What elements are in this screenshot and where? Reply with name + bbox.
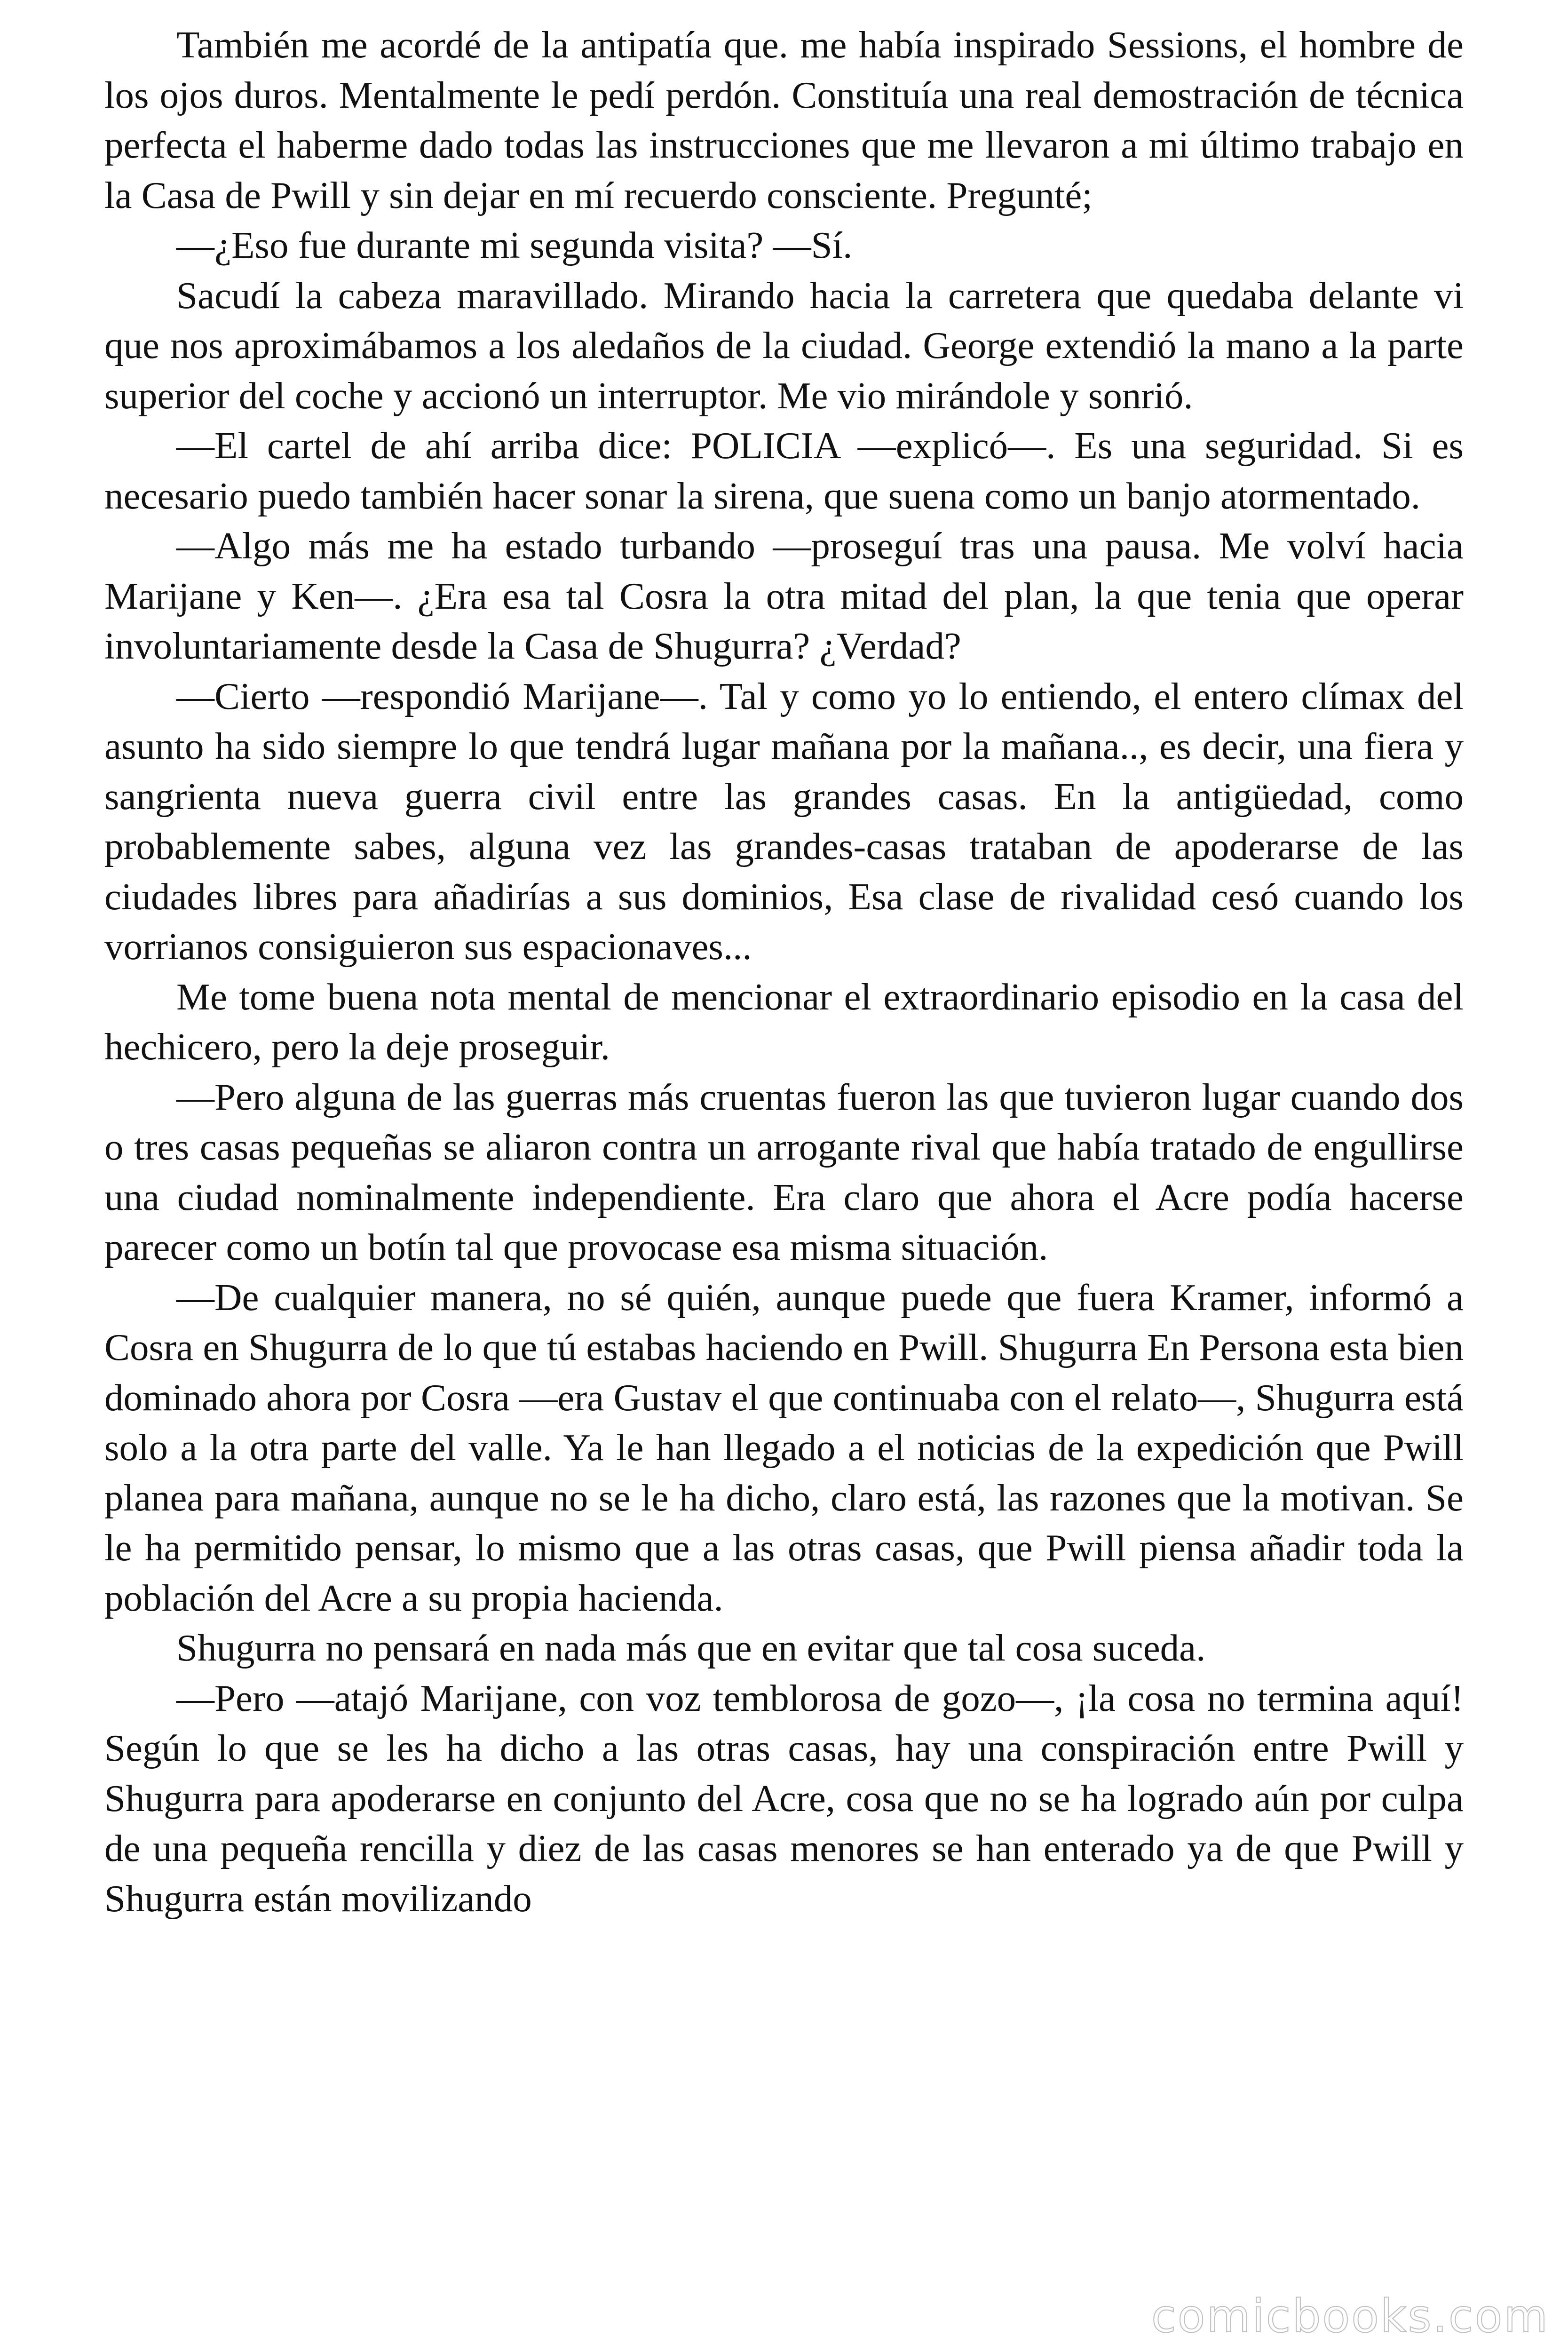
paragraph: —Pero —atajó Marijane, con voz temblorosa de gozo—, ¡la cosa no termina aquí! Según lo que se les ha dicho a las otras casas, hay una conspiración entre Pwill y Shugurra para apoderarse en conjunto del Acre, cosa que no se ha logrado aún por culpa de una pequeña rencilla y diez de las casas menores se han enterado ya de que Pwill y Shugurra están movilizando xyxy=(104,1677,1464,1920)
watermark-logo: comicbooks.com xyxy=(1151,2290,1549,2343)
paragraph: Me tome buena nota mental de mencionar el extraordinario episodio en la casa del hechicero, pero la deje proseguir. xyxy=(104,975,1464,1068)
paragraph: —De cualquier manera, no sé quién, aunque puede que fuera Kramer, informó a Cosra en Shugurra de lo que tú estabas haciendo en Pwill. Shugurra En Persona esta bien dominado ahora por Cosra —era Gustav el que continuaba con el relato—, Shugurra está solo a la otra parte del valle. Ya le han llegado a el noticias de la expedición que Pwill planea para mañana, aunque no se le ha dicho, claro está, las razones que la motivan. Se le ha permitido pensar, lo mismo que a las otras casas, que Pwill piensa añadir toda la población del Acre a su propia hacienda. xyxy=(104,1276,1464,1619)
book-page-text xyxy=(104,20,1464,1923)
paragraph: —¿Eso fue durante mi segunda visita? —Sí. xyxy=(176,224,853,266)
paragraph: —Cierto —respondió Marijane—. Tal y como yo lo entiendo, el entero clímax del asunto ha sido siempre lo que tendrá lugar mañana por la mañana.., es decir, una fiera y sangrienta nueva guerra civil entre las grandes casas. En la antigüedad, como probablemente sabes, alguna vez las grandes-casas trataban de apoderarse de las ciudades libres para añadirías a sus dominios, Esa clase de rivalidad cesó cuando los vorrianos consiguieron sus espacionaves... xyxy=(104,675,1464,968)
paragraph: Sacudí la cabeza maravillado. Mirando hacia la carretera que quedaba delante vi que nos aproximábamos a los aledaños de la ciudad. George extendió la mano a la parte superior del coche y accionó un interruptor. Me vio mirándole y sonrió. xyxy=(104,274,1464,417)
paragraph: Shugurra no pensará en nada más que en evitar que tal cosa suceda. xyxy=(176,1627,1206,1669)
paragraph: —Algo más me ha estado turbando —proseguí tras una pausa. Me volví hacia Marijane y Ken—. ¿Era esa tal Cosra la otra mitad del plan, la que tenia que operar involuntariamente desde la Casa de Shugurra? ¿Verdad? xyxy=(104,524,1464,667)
paragraph: —Pero alguna de las guerras más cruentas fueron las que tuvieron lugar cuando dos o tres casas pequeñas se aliaron contra un arrogante rival que había tratado de engullirse una ciudad nominalmente independiente. Era claro que ahora el Acre podía hacerse parecer como un botín tal que provocase esa misma situación. xyxy=(104,1075,1464,1268)
paragraph: —El cartel de ahí arriba dice: POLICIA —explicó—. Es una seguridad. Si es necesario puedo también hacer sonar la sirena, que suena como un banjo atormentado. xyxy=(104,424,1464,517)
paragraph: También me acordé de la antipatía que. me había inspirado Sessions, el hombre de los ojos duros. Mentalmente le pedí perdón. Constituía una real demostración de técnica perfecta el haberme dado todas las instrucciones que me llevaron a mi último trabajo en la Casa de Pwill y sin dejar en mí recuerdo consciente. Pregunté; xyxy=(104,24,1464,216)
